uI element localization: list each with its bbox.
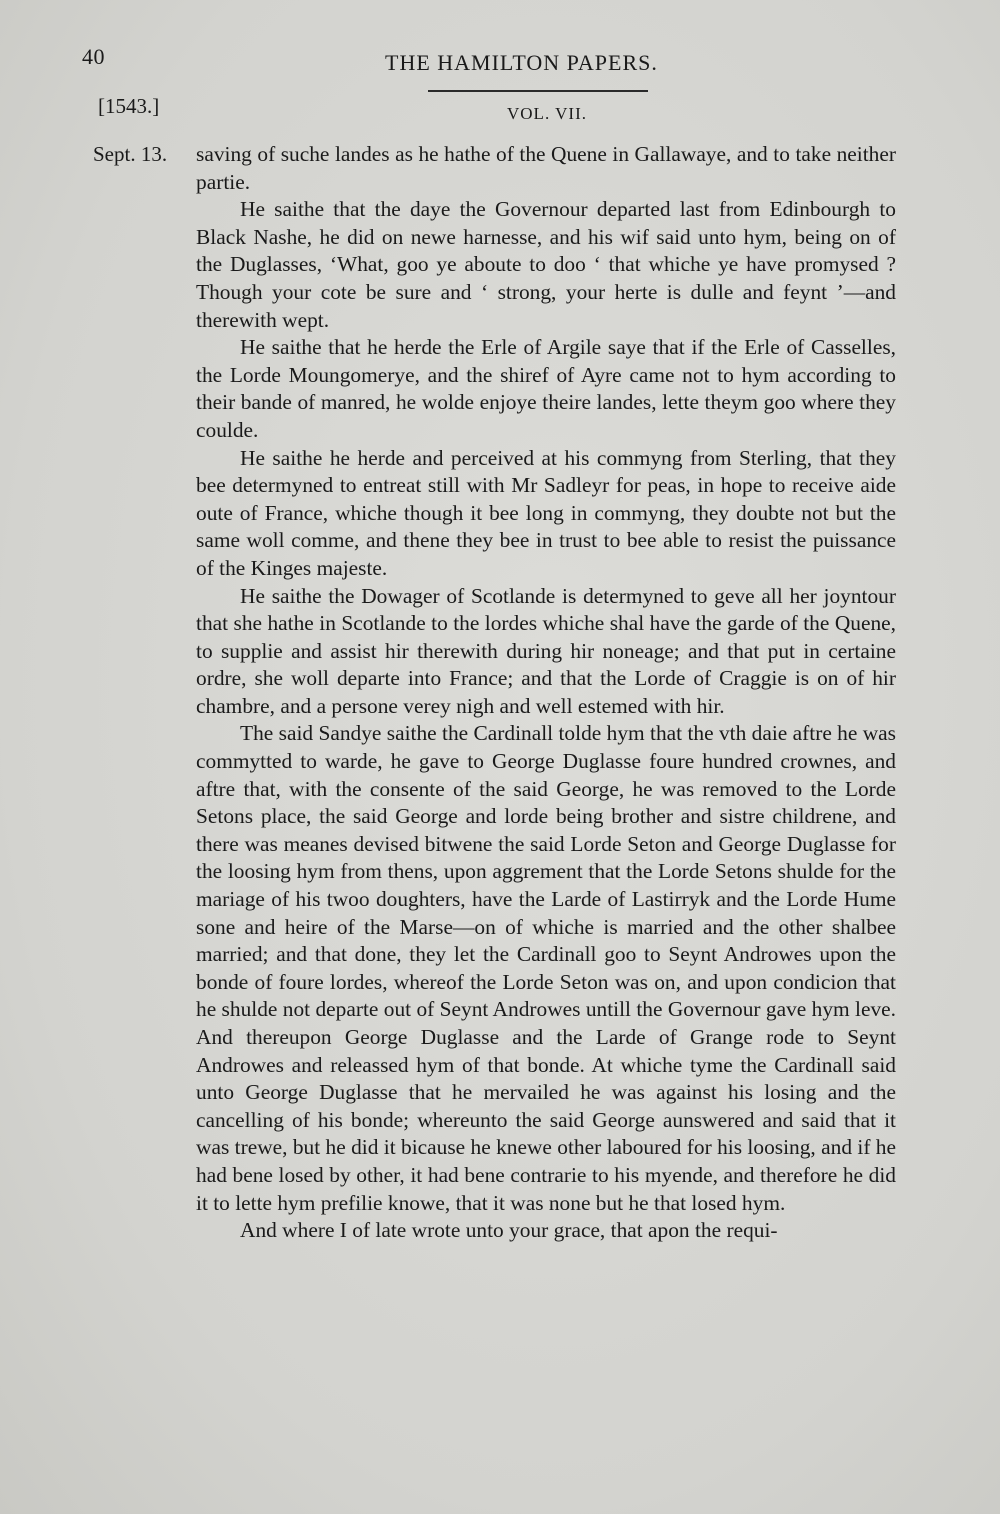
paragraph: saving of suche landes as he hathe of the Quene in Gallawaye, and to take neither partie. (196, 142, 896, 194)
paragraph: He saithe the Dowager of Scotlande is determyned to geve all her joyntour that she hathe in Scotlande to the lordes whiche shal have the garde of the Quene, to supplie and assist hir therewith during hir noneage; and that put in certaine ordre, she woll departe into France; and that the Lorde of Craggie is on of hir chambre, and a persone verey nigh and well estemed with hir. (196, 583, 896, 718)
page-number: 40 (82, 44, 105, 69)
volume-label: VOL. VII. (507, 104, 587, 123)
paragraph: The said Sandye saithe the Cardinall tolde hym that the vth daie aftre he was commytted to warde, he gave to George Duglasse foure hundred crownes, and aftre that, with the consente of the said George, he was removed to the Lorde Setons place, the said George and lorde being brother and sistre childrene, and there was meanes devised bitwene the said Lorde Seton and George Duglasse for the loosing hym from thens, upon aggrement that the Lorde Setons shulde for the mariage of his twoo doughters, have the Larde of Lastirryk and the Lorde Hume sone and heire of the Marse—on of whiche is married and the other shalbee married; and that done, they let the Cardinall goo to Seynt Androwes upon the bonde of foure lordes, whereof the Lorde Seton was on, and upon condicion that he shulde not departe out of Seynt Androwes untill the Governour gave hym leve. And thereupon George Duglasse and the Larde of Grange rode to Seynt Androwes and releassed hym of that bonde. At whiche tyme the Cardinall said unto George Duglasse that he mervailed he was against his losing and the cancelling of his bonde; whereunto the said George aunswered and said that it was trewe, but he did it bicause he knewe other laboured for his loosing, and if he had bene losed by other, it had bene contrarie to his myende, and therefore he did it to lette hym prefilie knowe, that it was none but he that losed hym. (196, 721, 896, 1215)
running-title: THE HAMILTON PAPERS. (385, 50, 658, 75)
paragraph: He saithe that the daye the Governour departed last from Edinbourgh to Black Nashe, he did on newe harnesse, and his wif said unto hym, being on of the Duglasses, ‘What, goo ye aboute to doo ‘ that whiche ye have promysed ? Though your cote be sure and ‘ strong, your herte is dulle and feynt ’—and therewith wept. (196, 197, 896, 332)
paragraph: He saithe he herde and perceived at his commyng from Sterling, that they bee determyned to entreat still with Mr Sadleyr for peas, in hope to receive aide oute of France, whiche though it bee long in commyng, they doubte not but the same woll comme, and thene they bee in trust to bee able to resist the puissance of the Kinges majeste. (196, 445, 896, 580)
body-text (196, 141, 896, 1245)
paragraph: And where I of late wrote unto your grace, that apon the requi- (240, 1218, 778, 1243)
year-marker: [1543.] (98, 94, 160, 118)
date-marginal: Sept. 13. (93, 142, 168, 166)
paragraph: He saithe that he herde the Erle of Argile saye that if the Erle of Casselles, the Lorde Moungomerye, and the shiref of Ayre came not to hym according to their bande of manred, he wolde enjoye theire landes, lette theym goo where they coulde. (196, 335, 896, 442)
title-rule (428, 90, 648, 92)
